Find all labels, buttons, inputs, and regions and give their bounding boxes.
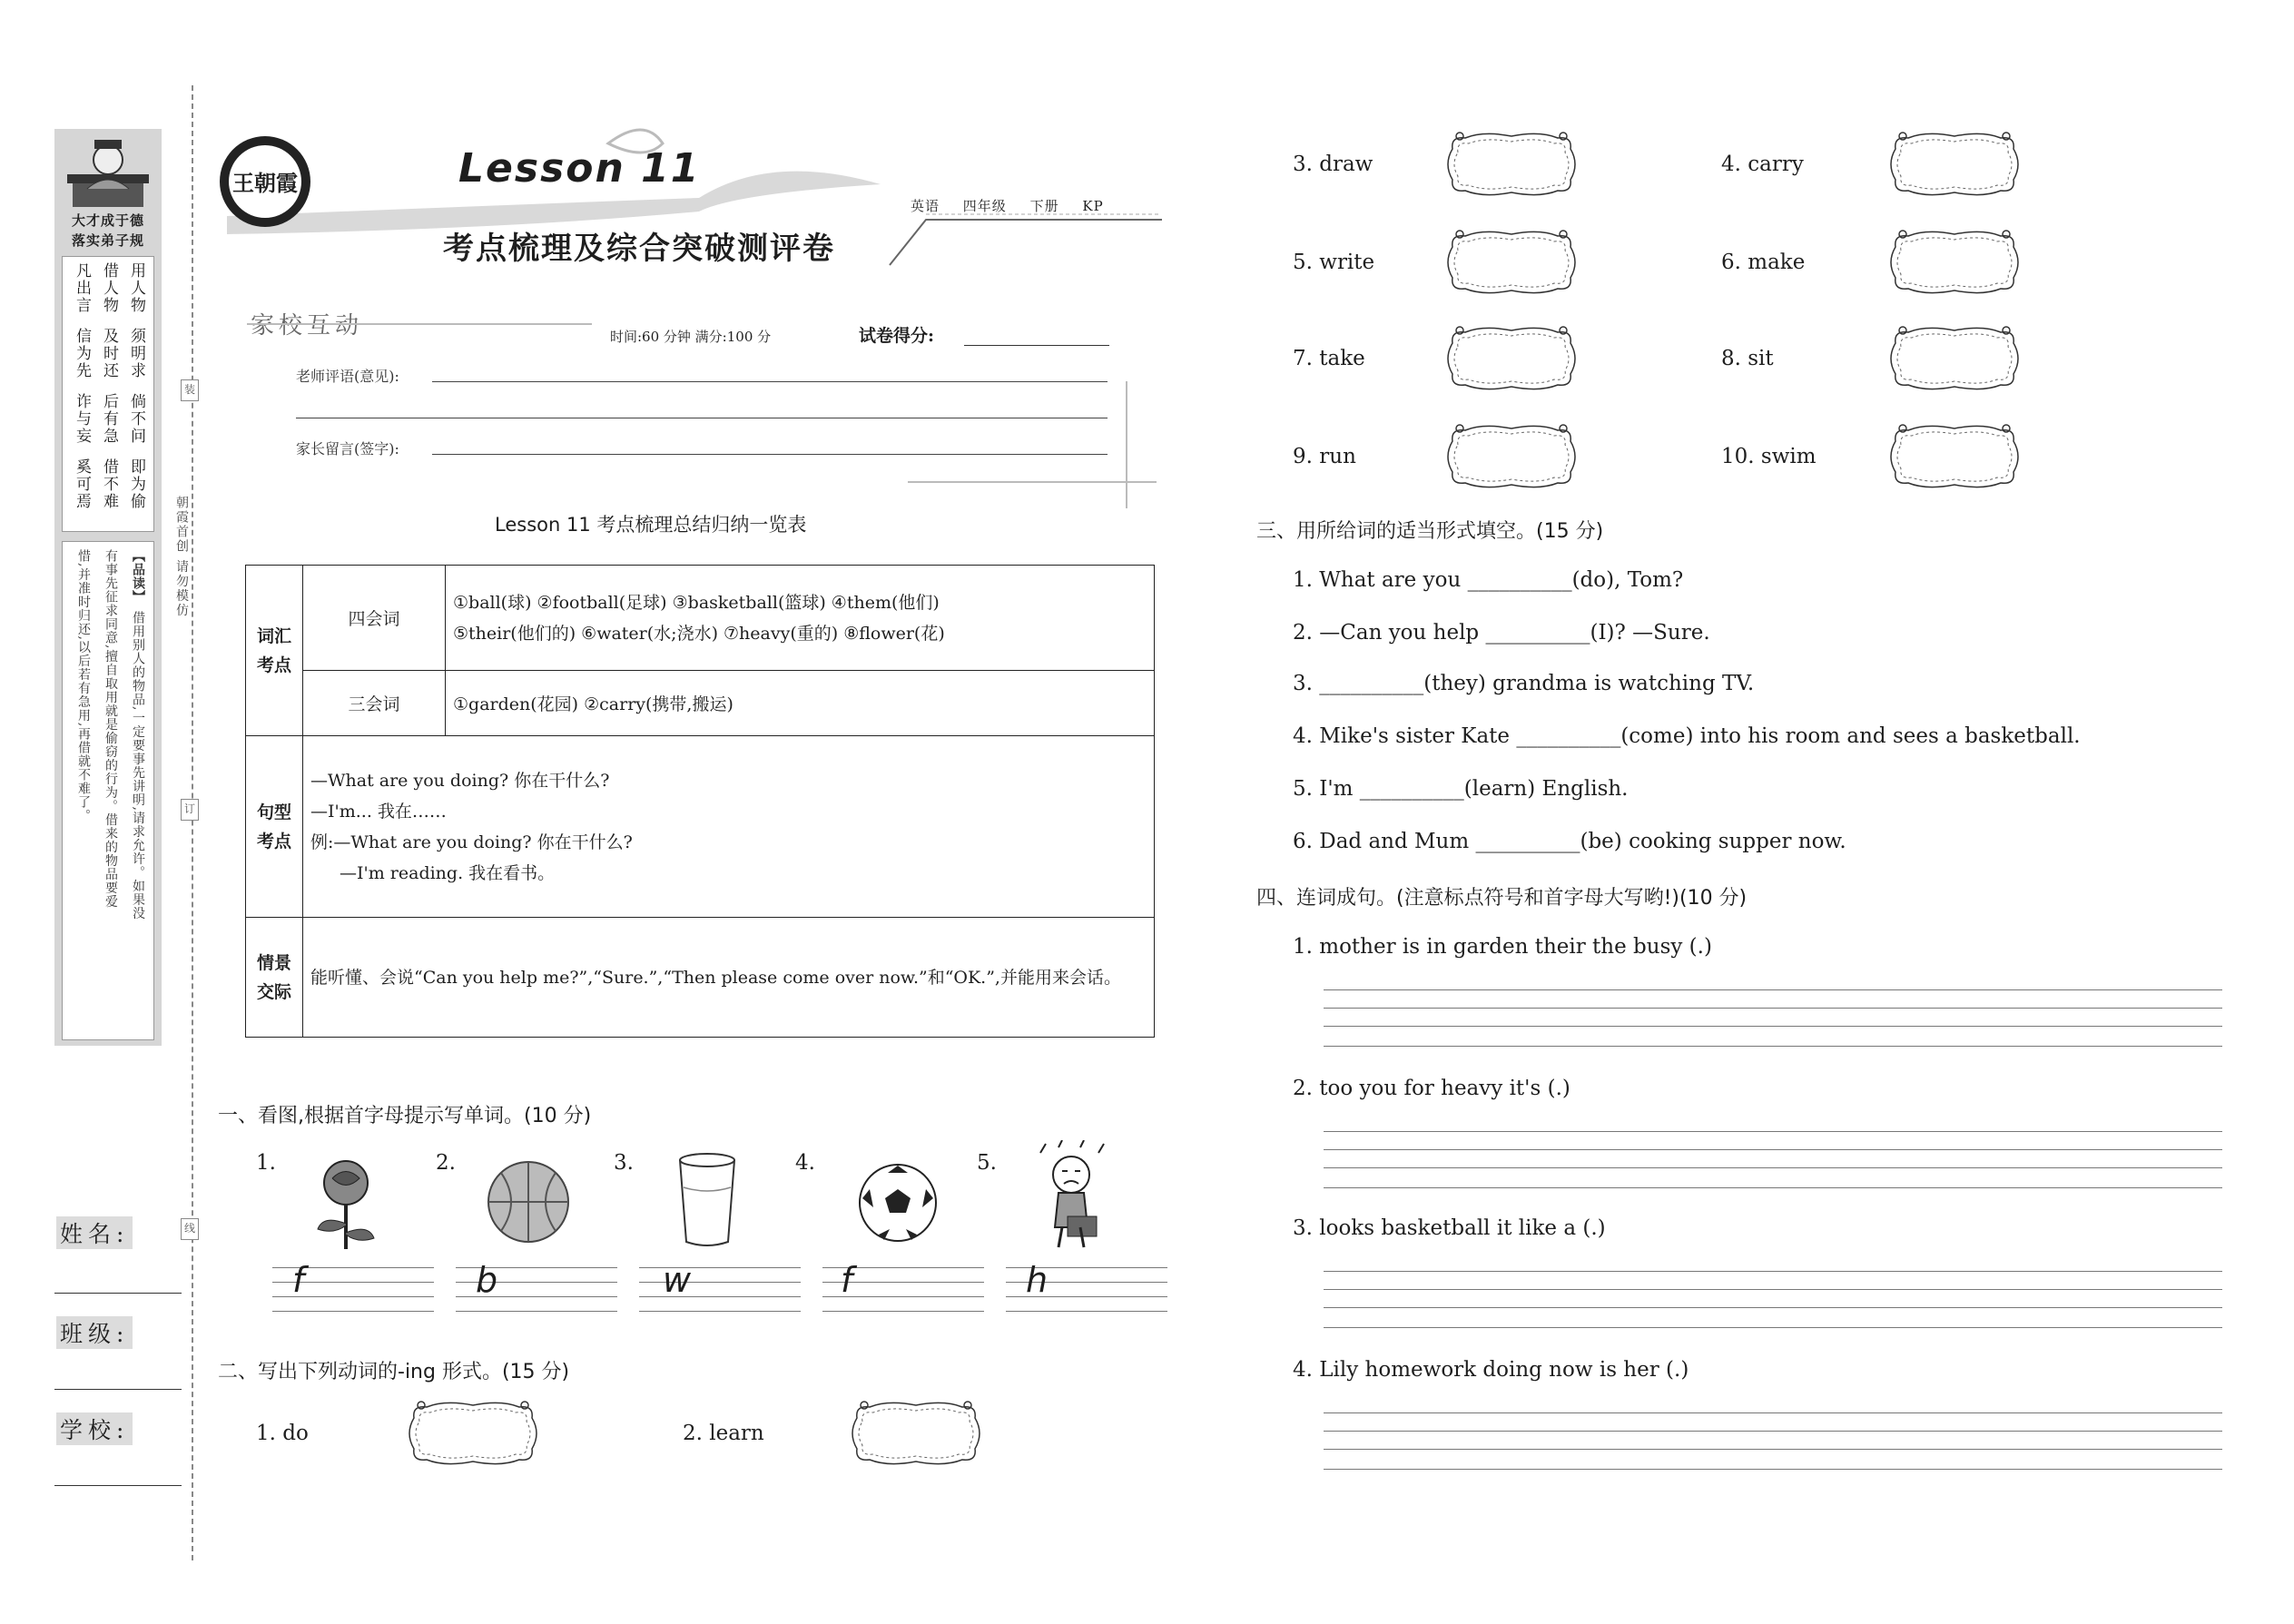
- proverb-col: 信为先: [73, 328, 91, 379]
- proverb-col: 须明求: [127, 328, 145, 379]
- school-label: 学校:: [56, 1412, 133, 1445]
- verb-item: 9. run: [1293, 445, 1356, 468]
- fill-item[interactable]: 1. What are you __________(do), Tom?: [1293, 568, 1684, 592]
- teacher-comment-label: 老师评语(意见):: [296, 368, 399, 385]
- reading-col-3: 惜,并准时归还,以后若有急用,再借就不难了。: [76, 549, 91, 823]
- order-item: 1. mother is in garden their the busy (.): [1293, 935, 1712, 959]
- logo-text: 王朝霞: [232, 170, 298, 196]
- frame-rule: [908, 481, 1157, 483]
- s1-number: 3.: [614, 1151, 634, 1175]
- answer-line[interactable]: [1324, 1412, 2222, 1413]
- writing-line: [639, 1311, 801, 1312]
- situation-text: 能听懂、会说“Can you help me?”,“Sure.”,“Then please come over now.”和“OK.”,并能用来会话。: [303, 918, 1155, 1038]
- proverb-col: 凡出言: [73, 262, 91, 314]
- fill-item[interactable]: 2. —Can you help __________(I)? —Sure.: [1293, 621, 1710, 645]
- class-label: 班级:: [56, 1316, 133, 1349]
- frame-rule: [1126, 381, 1127, 508]
- answer-line[interactable]: [1324, 1149, 2222, 1150]
- hint-letter[interactable]: f: [292, 1260, 305, 1300]
- verb-item: 3. draw: [1293, 153, 1373, 176]
- name-label: 姓名:: [56, 1216, 133, 1249]
- answer-cloud[interactable]: [1443, 421, 1580, 492]
- tag-subject: 英语: [911, 198, 940, 214]
- school-field[interactable]: [54, 1485, 182, 1486]
- four-skill-words-2: ⑤their(他们的) ⑥water(水;浇水) ⑦heavy(重的) ⑧flower(花): [453, 623, 945, 644]
- answer-cloud[interactable]: [1443, 227, 1580, 298]
- logo-seal: [218, 134, 312, 229]
- writing-line: [822, 1311, 984, 1312]
- section2-title: 二、写出下列动词的-ing 形式。(15 分): [218, 1361, 570, 1383]
- order-item: 2. too you for heavy it's (.): [1293, 1077, 1570, 1100]
- proverb-box: [62, 256, 154, 532]
- hot-person-icon: [1031, 1140, 1113, 1249]
- reading-label: 【品读】: [131, 549, 145, 604]
- proverb-col: 及时还: [100, 328, 118, 379]
- reading-col-2: 有事先征求同意,擅自取用就是偷窃的行为。借来的物品要爱: [103, 549, 118, 909]
- writing-line: [456, 1311, 617, 1312]
- answer-cloud[interactable]: [1886, 421, 2023, 492]
- answer-cloud[interactable]: [405, 1398, 541, 1469]
- score-field[interactable]: [964, 345, 1109, 346]
- fill-item[interactable]: 3. __________(they) grandma is watching TV.: [1293, 672, 1755, 695]
- answer-line[interactable]: [1324, 1271, 2222, 1272]
- section4-title: 四、连词成句。(注意标点符号和首字母大写哟!)(10 分): [1256, 887, 1748, 910]
- reading-box: [62, 541, 154, 1040]
- answer-line[interactable]: [1324, 1431, 2222, 1432]
- verb-item: 6. make: [1721, 251, 1806, 274]
- exam-title: 考点梳理及综合突破测评卷: [443, 231, 835, 267]
- writing-line: [272, 1311, 434, 1312]
- proverb-col: 用人物: [127, 262, 145, 314]
- football-icon: [857, 1162, 939, 1244]
- glass-icon: [675, 1151, 739, 1249]
- hint-letter[interactable]: f: [841, 1260, 853, 1300]
- answer-line[interactable]: [1324, 1449, 2222, 1450]
- order-item: 4. Lily homework doing now is her (.): [1293, 1358, 1689, 1382]
- answer-line[interactable]: [1324, 1469, 2222, 1470]
- binding-dashed-line: [192, 85, 193, 1560]
- fill-item[interactable]: 5. I'm __________(learn) English.: [1293, 777, 1629, 801]
- basketball-icon: [485, 1158, 572, 1245]
- parent-note-label: 家长留言(签字):: [296, 440, 399, 458]
- answer-line[interactable]: [1324, 1131, 2222, 1132]
- answer-line[interactable]: [1324, 1008, 2222, 1009]
- hint-letter[interactable]: w: [663, 1260, 692, 1300]
- answer-line[interactable]: [1324, 1327, 2222, 1328]
- s1-number: 5.: [977, 1151, 997, 1175]
- reading-col-1: 借用别人的物品,一定要事先讲明,请求允许。如果没: [131, 611, 145, 920]
- answer-line[interactable]: [1324, 989, 2222, 990]
- sentence-line: 例:—What are you doing? 你在干什么?: [310, 832, 633, 852]
- meta-tags: [911, 196, 1122, 215]
- parent-note-field[interactable]: [432, 454, 1108, 455]
- answer-line[interactable]: [1324, 1046, 2222, 1047]
- score-label: 试卷得分:: [859, 326, 935, 346]
- answer-line[interactable]: [1324, 1289, 2222, 1290]
- cut-mark: 线: [181, 1218, 199, 1240]
- class-field[interactable]: [54, 1389, 182, 1390]
- summary-title: Lesson 11 考点梳理总结归纳一览表: [495, 514, 807, 536]
- situation-label: 情景交际: [246, 918, 303, 1038]
- proverb-col: 倘不问: [127, 393, 145, 445]
- vertical-note: 朝霞首创 请勿模仿: [174, 496, 189, 618]
- answer-cloud[interactable]: [1443, 323, 1580, 394]
- four-skill-label: 四会词: [303, 566, 446, 671]
- verb-item: 4. carry: [1721, 153, 1804, 176]
- proverb-col: 诈与妄: [73, 393, 91, 445]
- answer-cloud[interactable]: [848, 1398, 984, 1469]
- name-field[interactable]: [54, 1293, 182, 1294]
- writing-line: [1006, 1311, 1167, 1312]
- proverb-col: 后有急: [100, 393, 118, 445]
- vocab-label: 词汇考点: [246, 566, 303, 736]
- sentence-line: —What are you doing? 你在干什么?: [310, 770, 610, 791]
- three-skill-words: ①garden(花园) ②carry(携带,搬运): [446, 671, 1155, 736]
- section3-title: 三、用所给词的适当形式填空。(15 分): [1256, 520, 1604, 543]
- tag-grade: 四年级: [962, 198, 1007, 214]
- proverb-col: 即为偷: [127, 458, 145, 510]
- time-info: 时间:60 分钟 满分:100 分: [610, 329, 772, 345]
- verb-item: 2. learn: [683, 1422, 764, 1445]
- rose-icon: [305, 1151, 387, 1251]
- tag-volume: 下册: [1029, 198, 1059, 214]
- proverb-col: 借不难: [100, 458, 118, 510]
- home-school-rule: [247, 323, 592, 325]
- s1-number: 2.: [436, 1151, 456, 1175]
- verb-item: 8. sit: [1721, 347, 1774, 370]
- s1-number: 4.: [795, 1151, 815, 1175]
- verb-item: 10. swim: [1721, 445, 1816, 468]
- sentence-label: 句型考点: [246, 736, 303, 918]
- cut-mark: 装: [181, 379, 199, 401]
- cut-mark: 订: [181, 799, 199, 821]
- sentence-line: —I'm reading. 我在看书。: [340, 862, 556, 883]
- lesson-title: Lesson 11: [458, 145, 701, 192]
- s1-number: 1.: [256, 1151, 276, 1175]
- hint-letter[interactable]: h: [1026, 1260, 1049, 1300]
- motto-line-2: 落实弟子规: [71, 232, 144, 249]
- teacher-comment-field[interactable]: [432, 381, 1108, 382]
- tag-edition: KP: [1082, 198, 1104, 214]
- section1-title: 一、看图,根据首字母提示写单词。(10 分): [218, 1105, 592, 1127]
- answer-line[interactable]: [1324, 1167, 2222, 1168]
- answer-cloud[interactable]: [1886, 129, 2023, 200]
- answer-cloud[interactable]: [1443, 129, 1580, 200]
- motto-line-1: 大才成于德: [71, 212, 144, 229]
- verb-item: 5. write: [1293, 251, 1375, 274]
- verb-item: 7. take: [1293, 347, 1365, 370]
- verb-item: 1. do: [256, 1422, 309, 1445]
- fill-item[interactable]: 4. Mike's sister Kate __________(come) into his room and sees a basketball.: [1293, 724, 2081, 748]
- order-item: 3. looks basketball it like a (.): [1293, 1216, 1606, 1240]
- summary-table: [245, 565, 1155, 1038]
- answer-line[interactable]: [1324, 1187, 2222, 1188]
- answer-line[interactable]: [1324, 1026, 2222, 1027]
- three-skill-label: 三会词: [303, 671, 446, 736]
- proverb-col: 借人物: [100, 262, 118, 314]
- proverb-col: 奚可焉: [73, 458, 91, 510]
- four-skill-words-1: ①ball(球) ②football(足球) ③basketball(篮球) ④them(他们): [453, 592, 940, 613]
- answer-cloud[interactable]: [1886, 323, 2023, 394]
- fill-item[interactable]: 6. Dad and Mum __________(be) cooking supper now.: [1293, 830, 1846, 853]
- hint-letter[interactable]: b: [476, 1260, 498, 1300]
- home-school-title: 家校互动: [251, 312, 364, 340]
- tag-frame: [871, 174, 1171, 274]
- answer-cloud[interactable]: [1886, 227, 2023, 298]
- answer-line[interactable]: [1324, 1307, 2222, 1308]
- sentence-line: —I'm... 我在……: [310, 801, 447, 822]
- scholar-mascot-icon: [60, 134, 156, 214]
